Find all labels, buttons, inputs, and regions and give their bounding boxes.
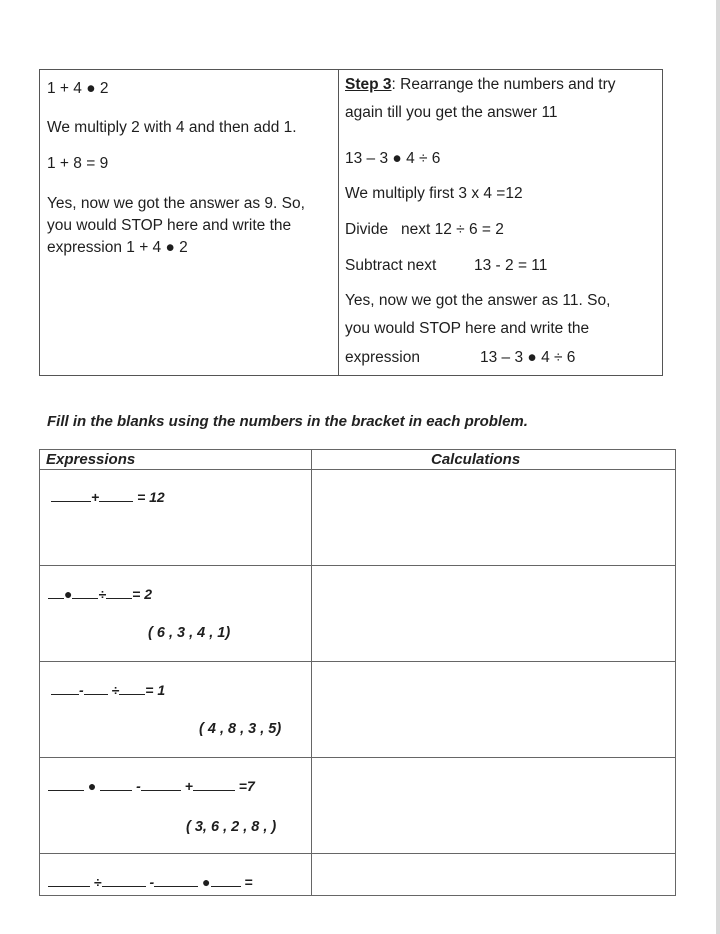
right-step-header <box>345 74 616 96</box>
operator: - <box>136 778 141 794</box>
operator: ÷ <box>111 682 120 698</box>
operator: - <box>149 874 155 890</box>
calculation-cell-4[interactable] <box>311 757 675 852</box>
bracket-numbers-2: ( 6 , 3 , 4 , 1) <box>148 625 231 641</box>
blank[interactable] <box>72 586 98 599</box>
right-conclusion-label: expression <box>345 349 420 366</box>
left-step-text: We multiply 2 with 4 and then add 1. <box>47 119 297 136</box>
left-conclusion-line1: Yes, now we got the answer as 9. So, <box>47 195 305 212</box>
blank[interactable] <box>48 778 84 791</box>
blank[interactable] <box>193 778 235 791</box>
calculation-cell-5[interactable] <box>311 853 675 895</box>
operator: ● <box>202 874 211 890</box>
column-divider <box>338 70 339 375</box>
blank[interactable] <box>99 489 133 502</box>
operator: + <box>91 489 100 505</box>
blank[interactable] <box>51 682 79 695</box>
operator: ÷ <box>93 874 102 890</box>
step-label: Step 3 <box>345 76 392 93</box>
left-conclusion <box>47 193 305 259</box>
right-subtract-value: 13 - 2 = 11 <box>474 257 548 274</box>
right-conclusion-line2: you would STOP here and write the <box>345 320 590 337</box>
operator: ● <box>64 586 73 602</box>
right-expression: 13 – 3 ● 4 ÷ 6 <box>345 150 441 167</box>
left-conclusion-line3: expression 1 + 4 ● 2 <box>47 239 188 256</box>
blank[interactable] <box>84 682 108 695</box>
operator: = 12 <box>137 489 165 505</box>
bracket-numbers-3: ( 4 , 8 , 3 , 5) <box>199 721 282 737</box>
operator: - <box>79 682 84 698</box>
right-multiply: We multiply first 3 x 4 =12 <box>345 185 523 202</box>
calculation-cell-2[interactable] <box>311 565 675 660</box>
right-step-text2: again till you get the answer 11 <box>345 104 558 121</box>
blank[interactable] <box>141 778 181 791</box>
instruction-heading: Fill in the blanks using the numbers in the bracket in each problem. <box>47 413 528 430</box>
operator: = 2 <box>132 586 153 602</box>
blank[interactable] <box>100 778 132 791</box>
operator: + <box>184 778 193 794</box>
col-header-expressions: Expressions <box>46 451 136 468</box>
expression-row-1 <box>51 489 165 505</box>
page-edge <box>716 0 720 934</box>
operator: ● <box>87 778 97 794</box>
blank[interactable] <box>48 586 64 599</box>
left-result: 1 + 8 = 9 <box>47 155 109 172</box>
operator: = 1 <box>145 682 166 698</box>
operator: = <box>244 874 253 890</box>
expression-row-2 <box>48 586 152 602</box>
blank[interactable] <box>106 586 132 599</box>
right-divide: Divide next 12 ÷ 6 = 2 <box>345 221 504 238</box>
blank[interactable] <box>119 682 145 695</box>
expression-row-4 <box>48 778 255 794</box>
bracket-numbers-4: ( 3, 6 , 2 , 8 , ) <box>186 819 277 835</box>
blank[interactable] <box>51 489 91 502</box>
blank[interactable] <box>154 874 198 887</box>
left-conclusion-line2: you would STOP here and write the <box>47 217 292 234</box>
right-conclusion-expr: 13 – 3 ● 4 ÷ 6 <box>480 349 576 366</box>
col-header-calculations: Calculations <box>431 451 521 468</box>
operator: ÷ <box>98 586 107 602</box>
expression-row-5 <box>48 874 253 890</box>
step-text: : Rearrange the numbers and try <box>391 76 616 93</box>
blank[interactable] <box>102 874 146 887</box>
left-expression: 1 + 4 ● 2 <box>47 80 109 97</box>
calculation-cell-1[interactable] <box>311 469 675 564</box>
right-conclusion-line1: Yes, now we got the answer as 11. So, <box>345 292 611 309</box>
expression-row-3 <box>51 682 165 698</box>
blank[interactable] <box>211 874 241 887</box>
blank[interactable] <box>48 874 90 887</box>
operator: =7 <box>238 778 255 794</box>
calculation-cell-3[interactable] <box>311 661 675 756</box>
right-subtract-label: Subtract next <box>345 257 437 274</box>
